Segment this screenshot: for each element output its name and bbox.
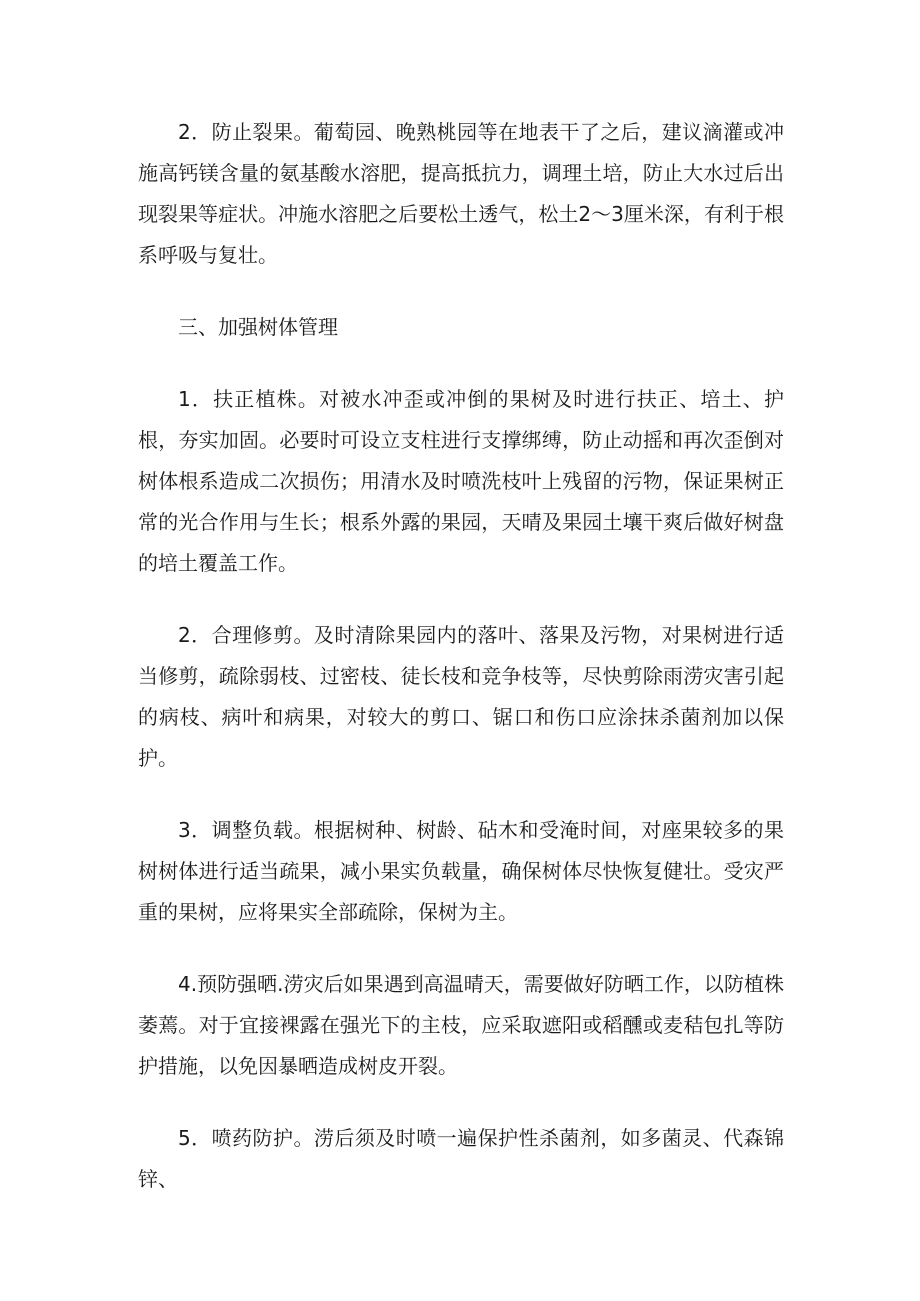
paragraph-spray-protection: 5．喷药防护。涝后须及时喷一遍保护性杀菌剂，如多菌灵、代森锦锌、	[138, 1126, 784, 1191]
paragraph-pruning: 2．合理修剪。及时清除果园内的落叶、落果及污物，对果树进行适当修剪，疏除弱枝、过密枝、徒长枝和竞争枝等，尽快剪除雨涝灾害引起的病枝、病叶和病果，对较大的剪口、锯口和伤口应涂抹杀菌剂加以保护。	[138, 623, 784, 770]
document-body	[138, 112, 784, 1231]
paragraph-adjust-load: 3．调整负载。根据树种、树龄、砧木和受淹时间，对座果较多的果树树体进行适当疏果，减小果实负载量，确保树体尽快恢复健壮。受灾严重的果树，应将果实全部疏除，保树为主。	[138, 818, 784, 924]
paragraph-prevent-fruit-cracking: 2．防止裂果。葡萄园、晚熟桃园等在地表干了之后，建议滴灌或冲施高钙镁含量的氨基酸水溶肥，提高抵抗力，调理土培，防止大水过后出现裂果等症状。冲施水溶肥之后要松土透气，松土2～3厘米深，有利于根系呼吸与复壮。	[138, 120, 784, 267]
paragraph-straighten-plants: 1．扶正植株。对被水冲歪或冲倒的果树及时进行扶正、培土、护根，夯实加固。必要时可设立支柱进行支撑绑缚，防止动摇和再次歪倒对树体根系造成二次损伤；用清水及时喷洗枝叶上残留的污物，保证果树正常的光合作用与生长；根系外露的果园，天晴及果园土壤干爽后做好树盘的培土覆盖工作。	[138, 387, 784, 575]
section-heading-tree-management: 三、加强树体管理	[178, 315, 338, 339]
paragraph-prevent-sunburn: 4.预防强晒.涝灾后如果遇到高温晴天，需要做好防晒工作，以防植株萎蔫。对于宜接裸露在强光下的主枝，应采取遮阳或稻醺或麦秸包扎等防护措施，以免因暴晒造成树皮开裂。	[138, 972, 784, 1078]
